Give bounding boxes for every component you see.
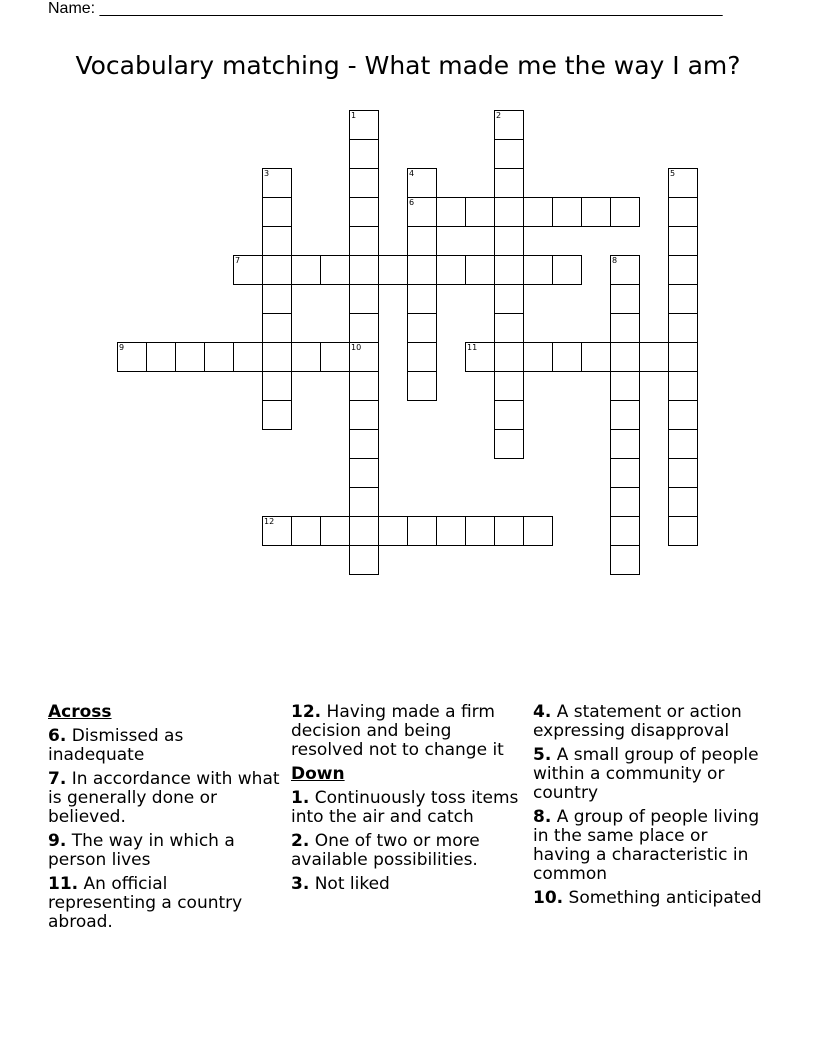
grid-cell[interactable]	[291, 255, 321, 285]
grid-cell[interactable]	[262, 255, 292, 285]
grid-cell[interactable]	[407, 226, 437, 256]
grid-cell[interactable]	[668, 168, 698, 198]
name-line: Name: ______________________________________________________________________	[48, 0, 723, 17]
grid-cell[interactable]	[494, 342, 524, 372]
grid-cell[interactable]	[349, 110, 379, 140]
grid-cell[interactable]	[175, 342, 205, 372]
grid-cell[interactable]	[349, 139, 379, 169]
grid-cell[interactable]	[494, 197, 524, 227]
grid-cell[interactable]	[378, 516, 408, 546]
grid-cell[interactable]	[552, 255, 582, 285]
grid-cell[interactable]	[320, 516, 350, 546]
grid-cell[interactable]	[610, 487, 640, 517]
grid-cell[interactable]	[494, 516, 524, 546]
clue-column-2	[291, 703, 523, 899]
grid-cell[interactable]	[668, 342, 698, 372]
grid-cell[interactable]	[349, 226, 379, 256]
grid-cell[interactable]	[291, 342, 321, 372]
clue-down-1: 1. Continuously toss items into the air and catch	[291, 788, 519, 827]
clue-across-6: 6. Dismissed as inadequate	[48, 726, 184, 765]
grid-cell[interactable]	[349, 313, 379, 343]
grid-cell[interactable]	[610, 429, 640, 459]
grid-cell[interactable]	[407, 313, 437, 343]
grid-cell[interactable]	[291, 516, 321, 546]
cell-number: 12	[264, 517, 275, 526]
grid-cell[interactable]	[610, 371, 640, 401]
grid-cell[interactable]	[610, 284, 640, 314]
grid-cell[interactable]	[407, 342, 437, 372]
cell-number: 11	[467, 343, 478, 352]
cell-number: 7	[235, 256, 241, 265]
grid-cell[interactable]	[465, 342, 495, 372]
cell-number: 5	[670, 169, 676, 178]
grid-cell[interactable]	[262, 313, 292, 343]
grid-cell[interactable]	[407, 255, 437, 285]
grid-cell[interactable]	[233, 255, 263, 285]
grid-cell[interactable]	[639, 342, 669, 372]
clue-across-12: 12. Having made a firm decision and being resolved not to change it	[291, 702, 504, 760]
grid-cell[interactable]	[349, 429, 379, 459]
grid-cell[interactable]	[378, 255, 408, 285]
grid-cell[interactable]	[668, 197, 698, 227]
grid-cell[interactable]	[523, 516, 553, 546]
grid-cell[interactable]	[610, 255, 640, 285]
grid-cell[interactable]	[668, 226, 698, 256]
grid-cell[interactable]	[610, 313, 640, 343]
clue-down-10: 10. Something anticipated	[533, 888, 762, 908]
grid-cell[interactable]	[349, 487, 379, 517]
clue-down-5: 5. A small group of people within a community or country	[533, 745, 759, 803]
grid-cell[interactable]	[436, 255, 466, 285]
grid-cell[interactable]	[320, 255, 350, 285]
clue-down-3: 3. Not liked	[291, 874, 390, 894]
grid-cell[interactable]	[320, 342, 350, 372]
clue-across-9: 9. The way in which a person lives	[48, 831, 235, 870]
clue-column-3	[533, 703, 765, 913]
grid-cell[interactable]	[494, 400, 524, 430]
grid-cell[interactable]	[262, 516, 292, 546]
grid-cell[interactable]	[610, 516, 640, 546]
grid-cell[interactable]	[349, 255, 379, 285]
grid-cell[interactable]	[349, 516, 379, 546]
grid-cell[interactable]	[581, 197, 611, 227]
grid-cell[interactable]	[581, 342, 611, 372]
clue-down-8: 8. A group of people living in the same place or having a characteristic in common	[533, 807, 760, 884]
cell-number: 3	[264, 169, 270, 178]
grid-cell[interactable]	[523, 197, 553, 227]
grid-cell[interactable]	[552, 197, 582, 227]
grid-cell[interactable]	[668, 284, 698, 314]
grid-cell[interactable]	[494, 139, 524, 169]
grid-cell[interactable]	[668, 429, 698, 459]
cell-number: 1	[351, 111, 357, 120]
grid-cell[interactable]	[262, 284, 292, 314]
cell-number: 10	[351, 343, 362, 352]
grid-cell[interactable]	[349, 400, 379, 430]
grid-cell[interactable]	[262, 400, 292, 430]
grid-cell[interactable]	[494, 429, 524, 459]
grid-cell[interactable]	[407, 168, 437, 198]
grid-cell[interactable]	[349, 168, 379, 198]
grid-cell[interactable]	[349, 458, 379, 488]
grid-cell[interactable]	[436, 516, 466, 546]
grid-cell[interactable]	[494, 110, 524, 140]
grid-cell[interactable]	[407, 197, 437, 227]
down-heading: Down	[291, 764, 345, 784]
grid-cell[interactable]	[610, 197, 640, 227]
cell-number: 9	[119, 343, 125, 352]
grid-cell[interactable]	[349, 284, 379, 314]
grid-cell[interactable]	[668, 313, 698, 343]
cell-number: 2	[496, 111, 502, 120]
grid-cell[interactable]	[262, 342, 292, 372]
clue-column-1	[48, 703, 280, 937]
grid-cell[interactable]	[465, 197, 495, 227]
grid-cell[interactable]	[407, 284, 437, 314]
grid-cell[interactable]	[465, 255, 495, 285]
clue-down-2: 2. One of two or more available possibilities.	[291, 831, 480, 870]
grid-cell[interactable]	[233, 342, 263, 372]
grid-cell[interactable]	[494, 284, 524, 314]
clue-across-11: 11. An official representing a country abroad.	[48, 874, 243, 932]
across-heading: Across	[48, 702, 112, 722]
clue-across-7: 7. In accordance with what is generally done or believed.	[48, 769, 280, 827]
grid-cell[interactable]	[349, 545, 379, 575]
grid-cell[interactable]	[610, 400, 640, 430]
grid-cell[interactable]	[610, 545, 640, 575]
grid-cell[interactable]	[494, 226, 524, 256]
grid-cell[interactable]	[349, 197, 379, 227]
cell-number: 4	[409, 169, 415, 178]
grid-cell[interactable]	[262, 371, 292, 401]
page-title: Vocabulary matching - What made me the way I am?	[75, 51, 741, 80]
clue-down-4: 4. A statement or action expressing disapproval	[533, 702, 742, 741]
grid-cell[interactable]	[668, 516, 698, 546]
grid-cell[interactable]	[436, 197, 466, 227]
grid-cell[interactable]	[494, 255, 524, 285]
grid-cell[interactable]	[407, 516, 437, 546]
grid-cell[interactable]	[204, 342, 234, 372]
grid-cell[interactable]	[668, 458, 698, 488]
grid-cell[interactable]	[262, 226, 292, 256]
grid-cell[interactable]	[262, 168, 292, 198]
cell-number: 6	[409, 198, 415, 207]
grid-cell[interactable]	[349, 371, 379, 401]
grid-cell[interactable]	[349, 342, 379, 372]
grid-cell[interactable]	[668, 400, 698, 430]
grid-cell[interactable]	[407, 371, 437, 401]
grid-cell[interactable]	[523, 342, 553, 372]
grid-cell[interactable]	[465, 516, 495, 546]
grid-cell[interactable]	[668, 371, 698, 401]
grid-cell[interactable]	[552, 342, 582, 372]
grid-cell[interactable]	[610, 342, 640, 372]
grid-cell[interactable]	[523, 255, 553, 285]
grid-cell[interactable]	[146, 342, 176, 372]
grid-cell[interactable]	[610, 458, 640, 488]
grid-cell[interactable]	[494, 371, 524, 401]
grid-cell[interactable]	[494, 313, 524, 343]
grid-cell[interactable]	[668, 487, 698, 517]
grid-cell[interactable]	[262, 197, 292, 227]
grid-cell[interactable]	[494, 168, 524, 198]
grid-cell[interactable]	[668, 255, 698, 285]
grid-cell[interactable]	[117, 342, 147, 372]
cell-number: 8	[612, 256, 618, 265]
